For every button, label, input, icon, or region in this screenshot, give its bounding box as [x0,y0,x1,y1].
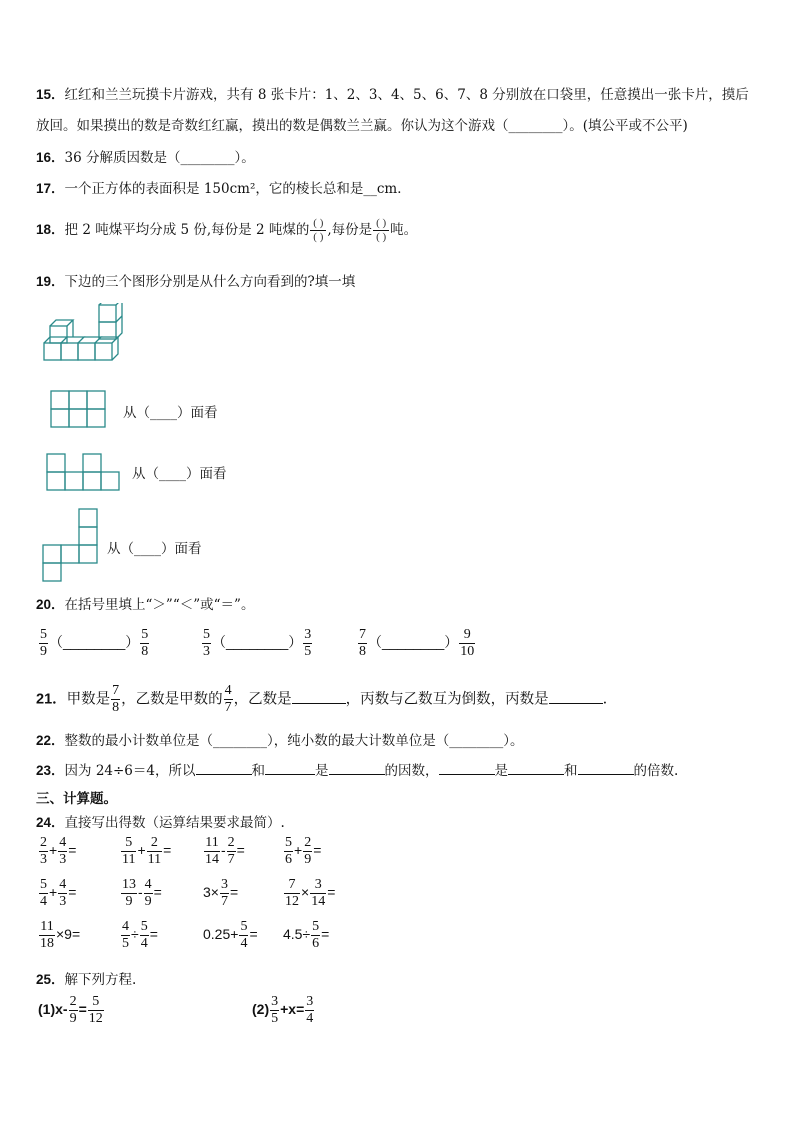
answer-blank[interactable] [265,762,315,775]
q23-text-6: 和 [564,763,578,779]
q16 [36,146,255,166]
equation-2: (2) $\frac{3}{5}$ +x= $\frac{3}{4}$ [252,994,314,1026]
calc-item: $\frac{5}{4}$ + $\frac{4}{3}$ = [40,877,77,909]
q23-text-2: 和 [251,763,265,779]
q19-text: 下边的三个图形分别是从什么方向看到的?填一填 [64,274,356,290]
answer-blank[interactable] [292,691,346,704]
view-label-1: 从（____）面看 [123,405,218,421]
answer-blank[interactable] [549,691,603,704]
q23-number: 23． [36,763,65,778]
calc-item: $\frac{5}{6}$ + $\frac{2}{9}$ = [285,835,322,867]
q20-compare-1: $\frac{5}{9}$ （________） $\frac{5}{8}$ [40,627,149,659]
q18-text-b: ,每份是 [327,222,373,238]
calc-item: $\frac{13}{9}$ - $\frac{4}{9}$ = [122,877,162,909]
q23 [36,759,678,779]
q18-fraction-1: $\frac{( )}{( )}$ [310,218,326,243]
calc-item: $\frac{7}{12}$ × $\frac{3}{14}$ = [285,877,336,909]
answer-blank[interactable]: （________） [368,634,459,651]
calc-item: $\frac{4}{5}$ ÷ $\frac{5}{4}$ = [122,919,158,951]
cube-stack-figure [40,303,130,365]
q20 [36,593,254,613]
q24 [36,811,285,831]
q15-line1 [36,83,749,103]
q18-fraction-2: $\frac{( )}{( )}$ [373,218,389,243]
calc-item: 4.5÷ $\frac{5}{6}$ = [283,919,330,951]
q18-text-c: 吨。 [390,222,418,238]
answer-blank[interactable]: （________） [212,634,303,651]
view-figure-1 [50,390,108,428]
q25 [36,968,136,988]
q18 [36,218,417,243]
calc-item: $\frac{5}{11}$ + $\frac{2}{11}$ = [122,835,172,867]
view-label-2: 从（____）面看 [132,466,227,482]
answer-blank[interactable] [196,762,252,775]
q19-number: 19． [36,274,65,289]
q23-text-1: 因为 24÷6＝4，所以 [64,763,196,779]
view-figure-2 [46,453,124,493]
calc-item: $\frac{11}{14}$ - $\frac{2}{7}$ = [205,835,245,867]
q21-text-3: ，乙数是 [233,691,292,708]
q20-text: 在括号里填上“＞”“＜”或“＝”。 [64,597,255,613]
q18-number: 18． [36,222,65,237]
q23-text-4: 的因数， [384,763,439,779]
q22-number: 22． [36,733,65,748]
q22-text: 整数的最小计数单位是（________），纯小数的最大计数单位是（________）。 [64,733,524,749]
calc-item: $\frac{2}{3}$ + $\frac{4}{3}$ = [40,835,77,867]
q25-number: 25． [36,972,65,987]
q21-number: 21． [36,691,67,708]
q16-number: 16． [36,150,65,165]
q21-text-5: . [602,691,608,708]
q21-text-2: ，乙数是甲数的 [121,691,223,708]
q15-number: 15． [36,87,65,102]
equation-1: (1)x- $\frac{2}{9}$ = $\frac{5}{12}$ [38,994,103,1026]
q22 [36,729,524,749]
q20-compare-3: $\frac{7}{8}$ （________） $\frac{9}{10}$ [359,627,475,659]
q21: 21．甲数是 $\frac{7}{8}$ ，乙数是甲数的 $\frac{4}{7}$ ，乙数是 ，丙数与乙数互为倒数，丙数是 . [36,683,608,715]
q18-text-a: 把 2 吨煤平均分成 5 份,每份是 2 吨煤的 [64,222,310,238]
q24-text: 直接写出得数（运算结果要求最简）. [64,815,285,831]
q15-text-1: 红红和兰兰玩摸卡片游戏，共有 8 张卡片：1、2、3、4、5、6、7、8 分别放在口袋里，任意摸出一张卡片，摸后 [64,87,749,103]
q23-text-3: 是 [315,763,329,779]
q16-text: 36 分解质因数是（________）。 [64,150,255,166]
section-heading: 三、计算题。 [36,791,117,807]
calc-item: 3× $\frac{3}{7}$ = [203,877,239,909]
calc-item: $\frac{11}{18}$ ×9= [40,919,81,951]
q15-text-2: 放回。如果摸出的数是奇数红红赢，摸出的数是偶数兰兰赢。你认为这个游戏（________）。(填公平或不公平) [36,118,688,134]
answer-blank[interactable] [508,762,564,775]
q21-text-4: ，丙数与乙数互为倒数，丙数是 [345,691,549,708]
answer-blank[interactable] [439,762,495,775]
q24-number: 24． [36,815,65,830]
q21-text-1: 甲数是 [66,691,111,708]
q17 [36,177,411,197]
q20-compare-2: $\frac{5}{3}$ （________） $\frac{3}{5}$ [203,627,312,659]
view-figure-3 [42,508,102,584]
answer-blank[interactable]: （________） [49,634,140,651]
calc-item: 0.25+ $\frac{5}{4}$ = [203,919,258,951]
answer-blank[interactable] [578,762,634,775]
answer-blank[interactable] [329,762,385,775]
q23-text-7: 的倍数. [633,763,679,779]
q23-text-5: 是 [494,763,508,779]
q20-number: 20． [36,597,65,612]
q17-number: 17． [36,181,65,196]
view-label-3: 从（____）面看 [107,541,202,557]
q25-text: 解下列方程. [64,972,137,988]
q19 [36,270,355,290]
q17-text: 一个正方体的表面积是 150cm²，它的棱长总和是__cm． [64,181,411,197]
